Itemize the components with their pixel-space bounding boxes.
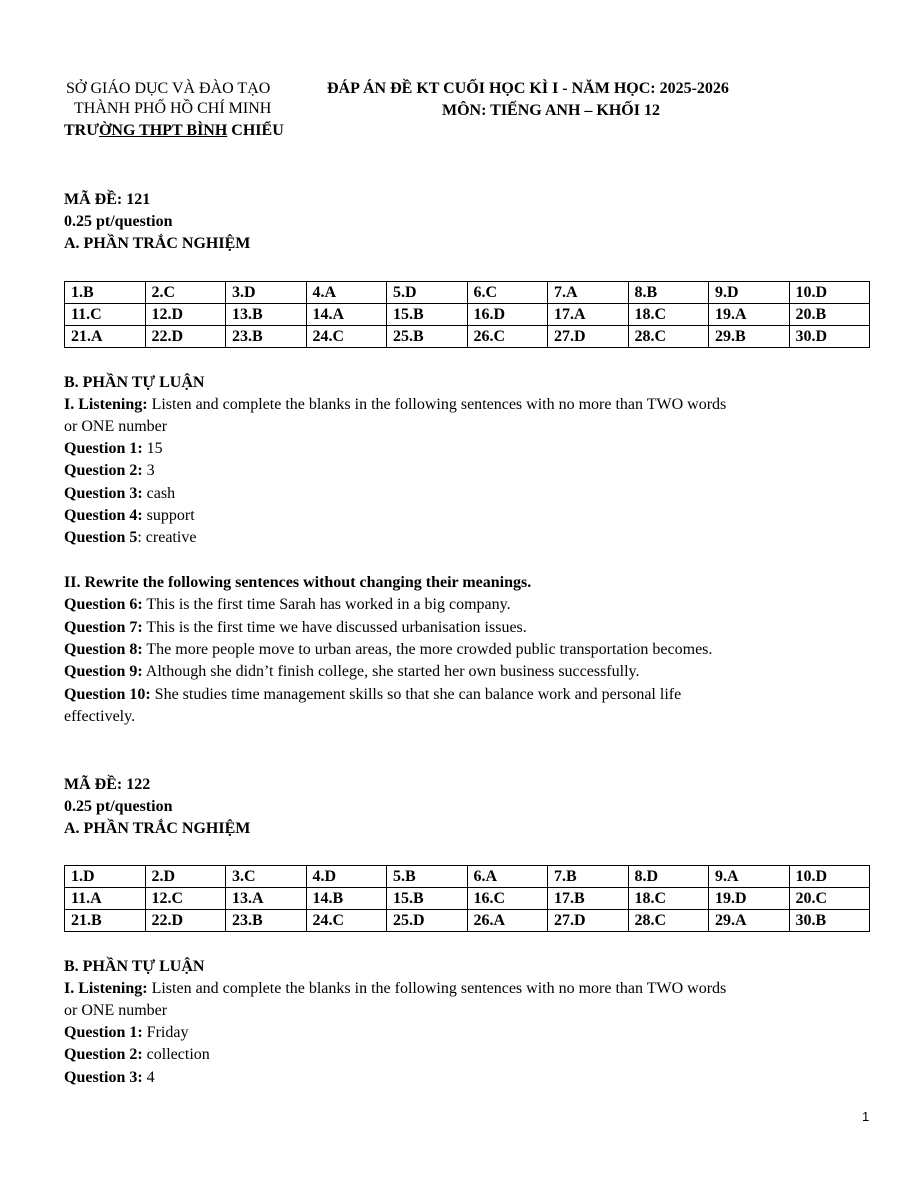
answer-cell: 12.D [145,304,226,326]
table-row [65,304,870,326]
answer-text: This is the first time Sarah has worked in a big company. [142,596,511,613]
listening-answer [64,483,175,505]
answer-cell: 14.A [306,304,387,326]
listening-instruction-cont: or ONE number [64,418,168,435]
answer-cell: 11.A [65,888,146,910]
school-name-underlined: ỜNG THPT BÌNH [98,122,228,139]
answer-cell: 5.B [387,866,468,888]
answer-text: support [142,507,195,524]
answer-cell: 8.B [628,282,709,304]
answer-cell: 10.D [789,866,870,888]
answer-cell: 29.A [709,910,790,932]
question-label: Question 5 [64,529,138,546]
answer-text: : creative [137,529,197,546]
answer-cell: 16.C [467,888,548,910]
answer-cell: 17.A [548,304,629,326]
rewrite-answer [64,617,527,639]
question-label: Question 2: [64,462,143,479]
section-a-heading: A. PHẦN TRẮC NGHIỆM [64,235,251,252]
answer-cell: 1.B [65,282,146,304]
answer-cell: 30.D [789,326,870,348]
answer-cell: 9.A [709,866,790,888]
answer-text: 15 [142,440,163,457]
answer-cell: 19.A [709,304,790,326]
answer-cell: 6.C [467,282,548,304]
question-label: Question 6: [64,596,143,613]
answer-text: Although she didn’t finish college, she started her own business successfully. [142,663,640,680]
answer-text: 4 [142,1069,155,1086]
answer-cell: 10.D [789,282,870,304]
answer-cell: 27.D [548,910,629,932]
answer-cell: 16.D [467,304,548,326]
answer-cell: 20.C [789,888,870,910]
question-label: Question 7: [64,619,143,636]
answer-cell: 4.A [306,282,387,304]
section-b-heading: B. PHẦN TỰ LUẬN [64,958,205,975]
school-name: TRƯỜNG THPT BÌNH CHIỂU [64,122,284,139]
question-label: Question 2: [64,1046,143,1063]
listening-instruction-text: Listen and complete the blanks in the following sentences with no more than TWO words [147,980,727,997]
answer-cell: 11.C [65,304,146,326]
answer-cell: 19.D [709,888,790,910]
answer-text: This is the first time we have discussed urbanisation issues. [142,619,527,636]
section-b-heading: B. PHẦN TỰ LUẬN [64,374,205,391]
answer-cell: 23.B [226,910,307,932]
exam-code: MÃ ĐỀ: 122 [64,776,151,793]
answer-cell: 28.C [628,910,709,932]
document-title: ĐÁP ÁN ĐỀ KT CUỐI HỌC KÌ I - NĂM HỌC: 2025-2026 [327,80,729,97]
answer-cell: 22.D [145,910,226,932]
listening-answer [64,1044,210,1066]
answer-text: Friday [142,1024,189,1041]
listening-answer [64,438,163,460]
answer-cell: 21.A [65,326,146,348]
answer-cell: 6.A [467,866,548,888]
answer-cell: 8.D [628,866,709,888]
answer-cell: 20.B [789,304,870,326]
answer-cell: 23.B [226,326,307,348]
question-label: Question 1: [64,440,143,457]
answer-cell: 28.C [628,326,709,348]
question-label: Question 1: [64,1024,143,1041]
question-label: Question 9: [64,663,143,680]
listening-instruction-text: Listen and complete the blanks in the following sentences with no more than TWO words [147,396,727,413]
exam-code: MÃ ĐỀ: 121 [64,191,151,208]
listening-label: I. Listening: [64,396,148,413]
answer-cell: 21.B [65,910,146,932]
points-note: 0.25 pt/question [64,798,173,815]
answer-cell: 24.C [306,326,387,348]
question-label: Question 10: [64,686,151,703]
answer-text: She studies time management skills so that she can balance work and personal life [150,686,682,703]
answer-cell: 15.B [387,888,468,910]
answer-cell: 18.C [628,304,709,326]
table-row [65,282,870,304]
rewrite-answer [64,594,511,616]
rewrite-answer [64,639,712,661]
rewrite-answer [64,661,639,683]
listening-answer [64,527,196,549]
answer-text: cash [142,485,176,502]
section-a-heading: A. PHẦN TRẮC NGHIỆM [64,820,251,837]
table-row [65,326,870,348]
rewrite-answer [64,684,681,706]
listening-answer [64,460,155,482]
answer-cell: 24.C [306,910,387,932]
points-note: 0.25 pt/question [64,213,173,230]
answer-cell: 3.C [226,866,307,888]
table-row [65,910,870,932]
question-label: Question 8: [64,641,143,658]
listening-instruction [64,978,726,1000]
answer-cell: 9.D [709,282,790,304]
answer-cell: 18.C [628,888,709,910]
answer-cell: 29.B [709,326,790,348]
answer-table-121 [64,281,870,348]
table-row [65,866,870,888]
answer-cell: 4.D [306,866,387,888]
answer-cell: 26.A [467,910,548,932]
answer-cell: 5.D [387,282,468,304]
answer-cell: 25.D [387,910,468,932]
listening-answer [64,1022,188,1044]
answer-cell: 27.D [548,326,629,348]
answer-cell: 3.D [226,282,307,304]
answer-cell: 15.B [387,304,468,326]
answer-cell: 7.A [548,282,629,304]
question-label: Question 4: [64,507,143,524]
answer-cell: 7.B [548,866,629,888]
answer-cell: 2.C [145,282,226,304]
answer-cell: 17.B [548,888,629,910]
listening-answer [64,505,195,527]
listening-instruction-cont: or ONE number [64,1002,168,1019]
department-city: THÀNH PHỐ HỒ CHÍ MINH [74,100,272,117]
answer-cell: 2.D [145,866,226,888]
answer-cell: 22.D [145,326,226,348]
subject-line: MÔN: TIẾNG ANH – KHỐI 12 [442,102,660,119]
answer-cell: 13.B [226,304,307,326]
answer-text: The more people move to urban areas, the more crowded public transportation becomes. [142,641,713,658]
page-number: 1 [862,1109,870,1124]
answer-cell: 30.B [789,910,870,932]
question-label: Question 3: [64,485,143,502]
listening-label: I. Listening: [64,980,148,997]
answer-text: 3 [142,462,155,479]
question-label: Question 3: [64,1069,143,1086]
answer-cell: 12.C [145,888,226,910]
listening-answer [64,1067,155,1089]
answer-cell: 1.D [65,866,146,888]
answer-text: collection [142,1046,210,1063]
rewrite-heading: II. Rewrite the following sentences without changing their meanings. [64,574,532,591]
answer-table-122 [64,865,870,932]
listening-instruction [64,394,726,416]
department-name: SỞ GIÁO DỤC VÀ ĐÀO TẠO [66,80,271,97]
answer-cell: 26.C [467,326,548,348]
answer-cell: 25.B [387,326,468,348]
table-row [65,888,870,910]
answer-cell: 13.A [226,888,307,910]
rewrite-answer-cont: effectively. [64,708,136,725]
answer-cell: 14.B [306,888,387,910]
